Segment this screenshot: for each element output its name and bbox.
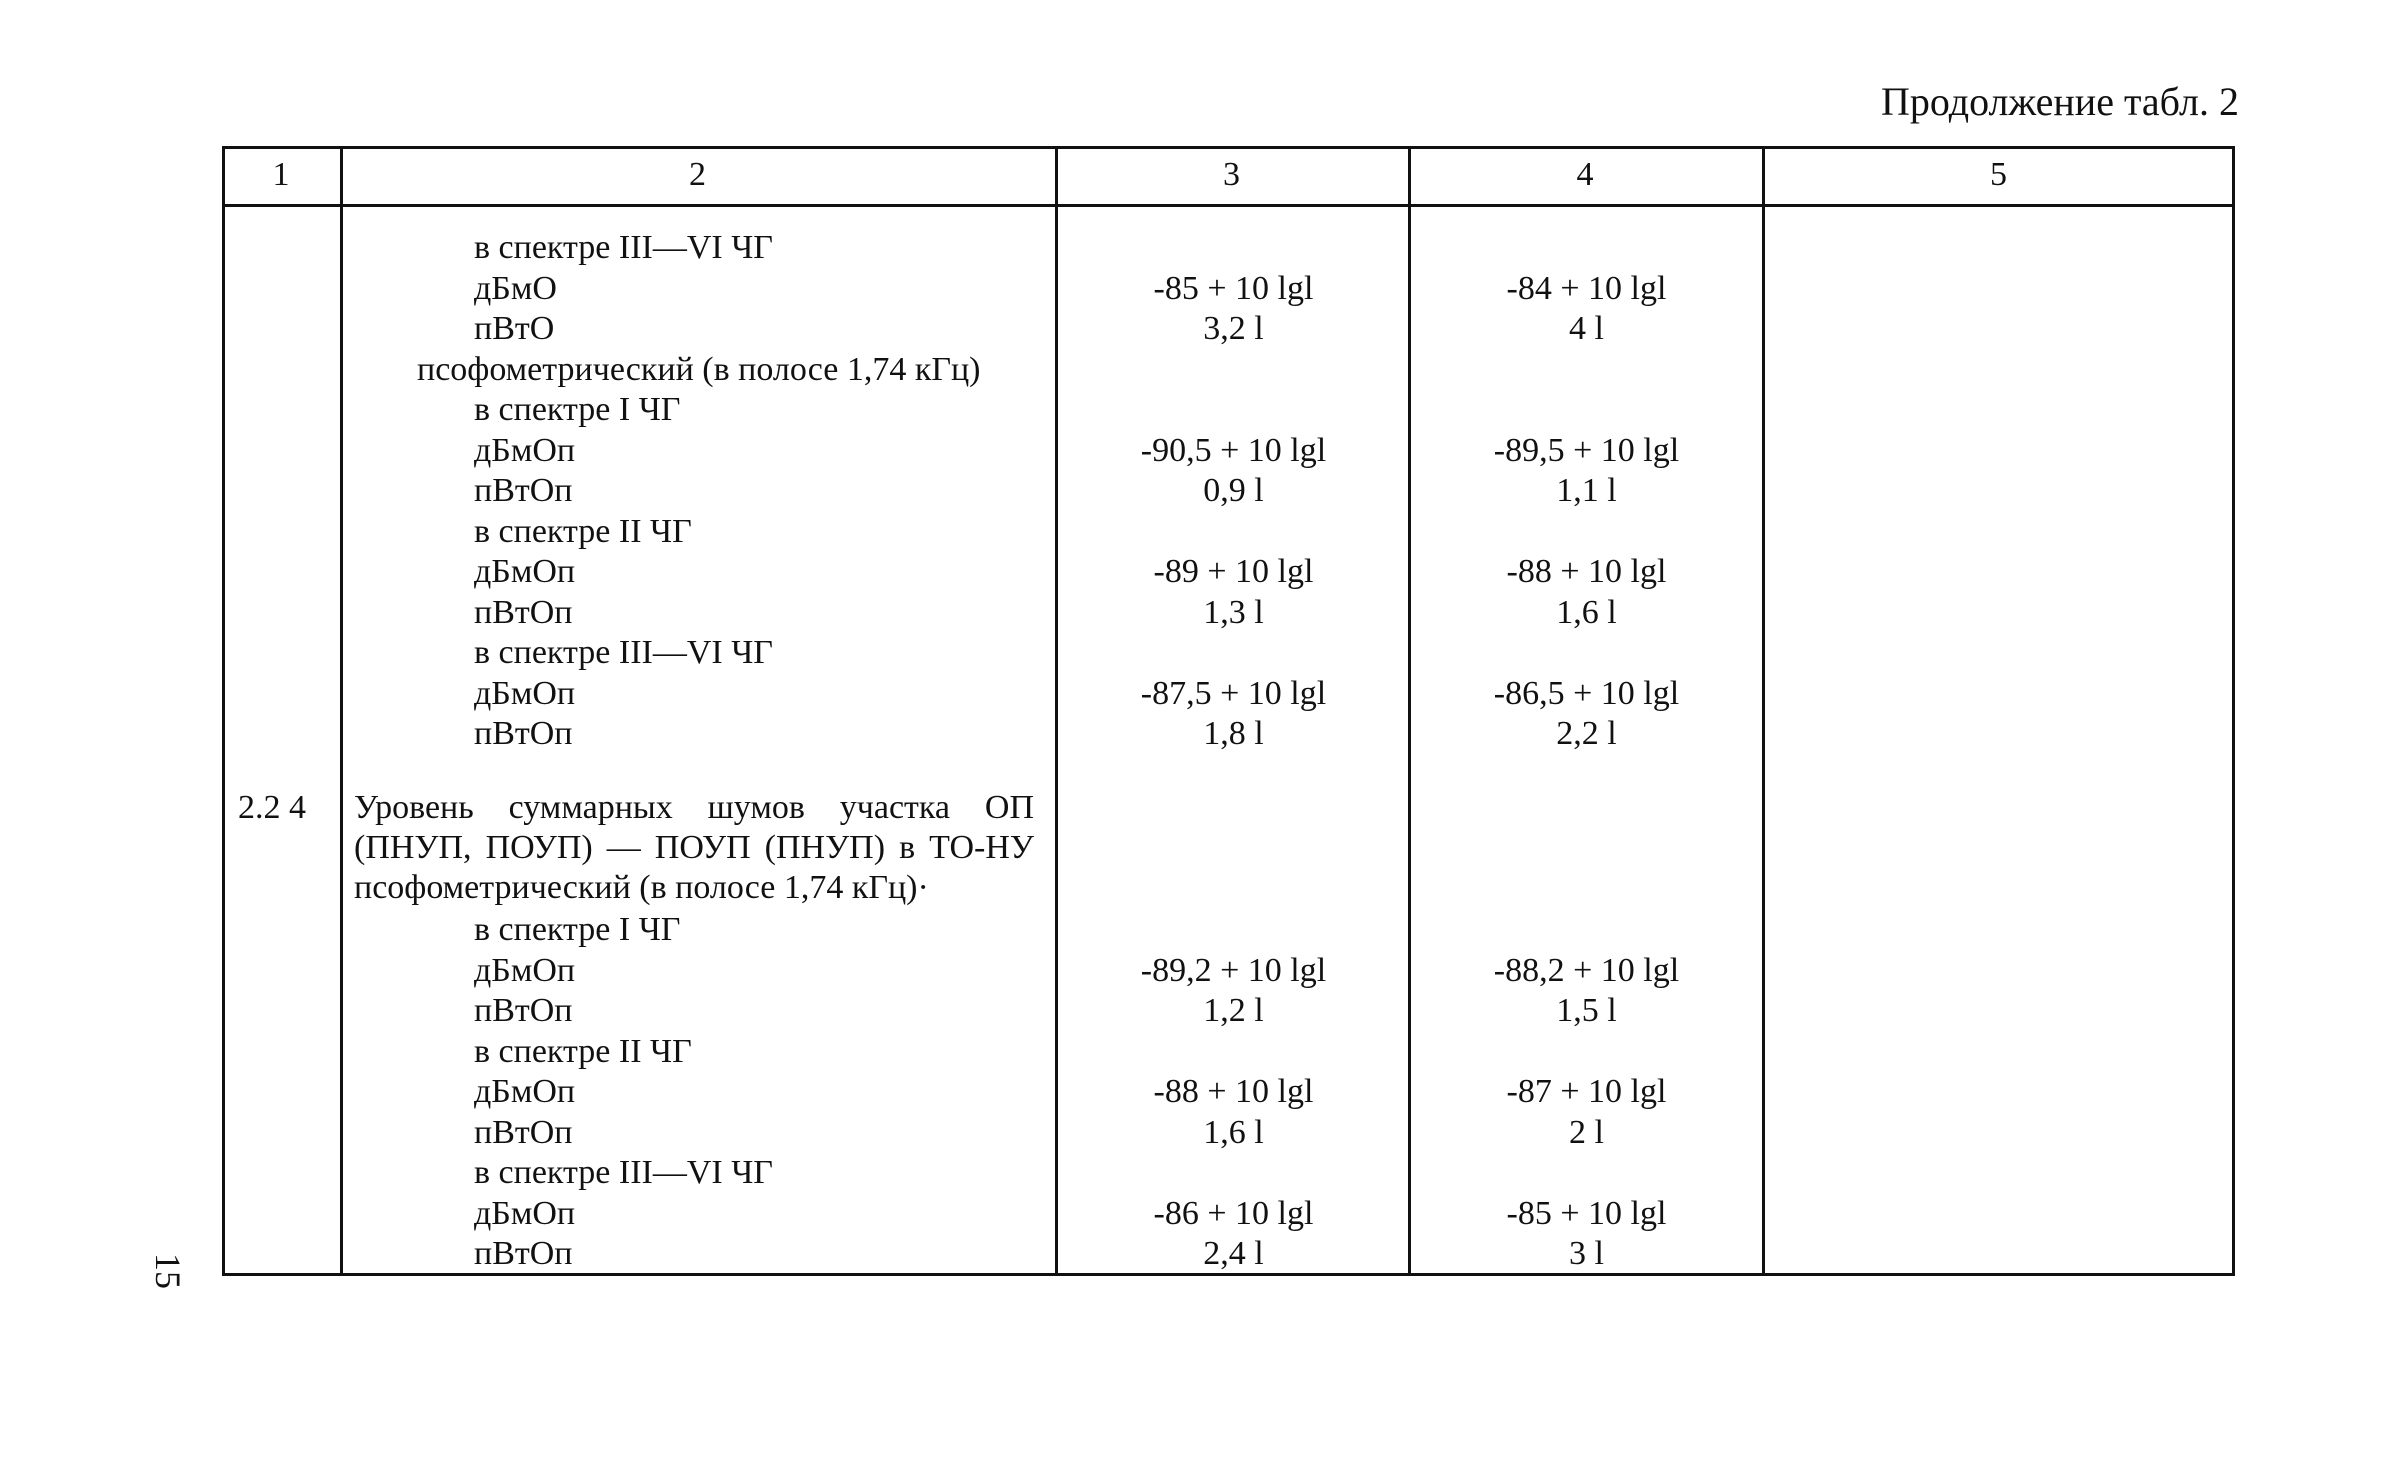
- value-col4: 1,1 l: [1556, 472, 1617, 509]
- row-label: пВтОп: [474, 1113, 573, 1151]
- table-top-border: [222, 146, 2235, 149]
- value-col3: -88 + 10 lgl: [1153, 1073, 1314, 1110]
- column-border: [222, 146, 225, 1276]
- value-col4: -85 + 10 lgl: [1506, 1194, 1667, 1232]
- row-label: дБмО: [474, 269, 557, 307]
- value-col4: 1,6 l: [1556, 593, 1617, 631]
- row-label: в спектре I ЧГ: [474, 911, 681, 948]
- value-col3: -85 + 10 lgl: [1153, 269, 1314, 307]
- value-col4: 2 l: [1569, 1113, 1604, 1151]
- row-label: в спектре III—VI ЧГ: [474, 229, 773, 266]
- row-label: пВтОп: [474, 1235, 573, 1272]
- value-col3: 1,2 l: [1203, 992, 1264, 1029]
- header-cell: 1: [272, 156, 290, 193]
- row-label: дБмОп: [474, 951, 576, 989]
- row-label: в спектре II ЧГ: [474, 1032, 692, 1070]
- value-col3: -89,2 + 10 lgl: [1140, 951, 1327, 989]
- value-col4: -86,5 + 10 lgl: [1493, 674, 1680, 712]
- value-col3: 1,3 l: [1203, 593, 1264, 631]
- value-col4: -87 + 10 lgl: [1506, 1073, 1667, 1110]
- row-label: в спектре III—VI ЧГ: [474, 1154, 773, 1191]
- row-label: в спектре III—VI ЧГ: [474, 634, 773, 671]
- value-col4: 4 l: [1569, 310, 1604, 347]
- row-label: пВтОп: [474, 715, 573, 752]
- value-col3: 1,8 l: [1203, 715, 1264, 752]
- value-col4: 3 l: [1569, 1235, 1604, 1272]
- row-label: в спектре I ЧГ: [474, 391, 681, 428]
- header-cell: 2: [689, 156, 706, 193]
- value-col4: 2,2 l: [1556, 715, 1617, 752]
- header-cell: 5: [1990, 156, 2007, 193]
- row-label: пВтОп: [474, 992, 573, 1029]
- row-label: дБмОп: [474, 1194, 576, 1232]
- value-col3: 0,9 l: [1203, 472, 1264, 509]
- header-separator: [222, 204, 2235, 207]
- value-col3: -87,5 + 10 lgl: [1140, 674, 1327, 712]
- value-col3: -89 + 10 lgl: [1153, 553, 1314, 590]
- column-border: [340, 146, 343, 1276]
- value-col3: -90,5 + 10 lgl: [1140, 431, 1327, 469]
- row-label: дБмОп: [474, 431, 576, 469]
- value-col4: 1,5 l: [1556, 992, 1617, 1029]
- value-col4: -89,5 + 10 lgl: [1493, 431, 1680, 469]
- value-col3: 2,4 l: [1203, 1235, 1264, 1272]
- row-label: пВтО: [474, 310, 555, 347]
- row-number: 2.2 4: [238, 789, 306, 826]
- row-label: дБмОп: [474, 674, 576, 712]
- row-label: дБмОп: [474, 1073, 576, 1110]
- continuation-caption: Продолжение табл. 2: [1881, 79, 2239, 124]
- row-label: псофометрический (в полосе 1,74 кГц): [417, 350, 981, 388]
- value-col3: -86 + 10 lgl: [1153, 1194, 1314, 1232]
- row-label: пВтОп: [474, 472, 573, 509]
- row-description: Уровень суммарных шумов участка ОП (ПНУП, ПОУП) — ПОУП (ПНУП) в ТО-НУ псофометрический (в полосе 1,74 кГц)·: [354, 789, 1034, 906]
- column-border: [2232, 146, 2235, 1276]
- value-col3: 3,2 l: [1203, 310, 1264, 347]
- value-col4: -88 + 10 lgl: [1506, 553, 1667, 590]
- header-cell: 4: [1576, 156, 1594, 193]
- header-cell: 3: [1223, 156, 1240, 193]
- row-label: в спектре II ЧГ: [474, 512, 692, 550]
- row-label: дБмОп: [474, 553, 576, 590]
- row-label: пВтОп: [474, 593, 573, 631]
- value-col4: -88,2 + 10 lgl: [1493, 951, 1680, 989]
- data-table: [222, 146, 2235, 1276]
- value-col3: 1,6 l: [1203, 1113, 1264, 1151]
- page-number: 15: [148, 1253, 188, 1289]
- value-col4: -84 + 10 lgl: [1506, 269, 1667, 307]
